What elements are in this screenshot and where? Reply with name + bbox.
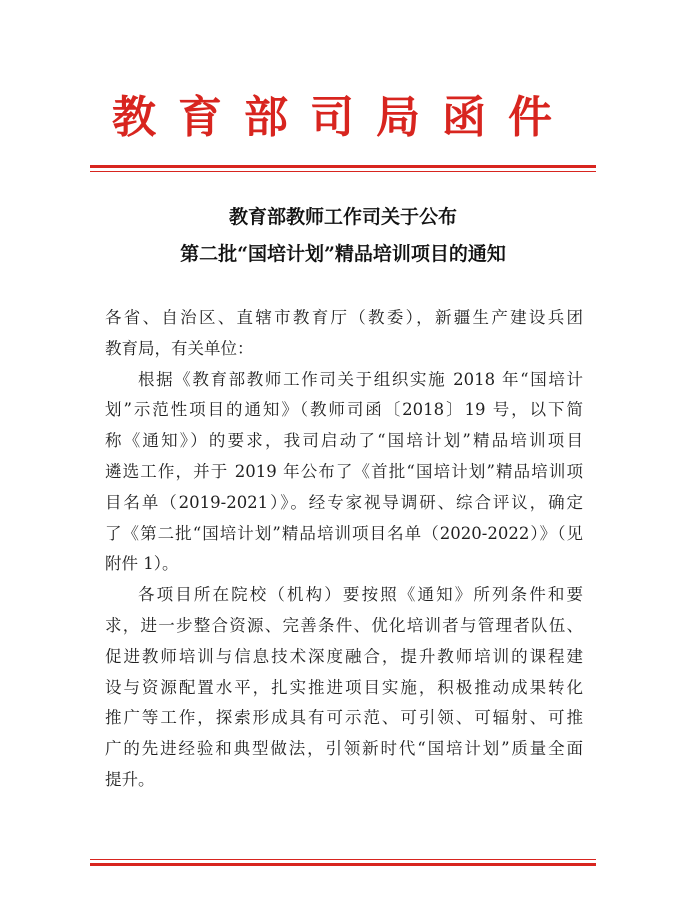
- paragraph-1-line: 了《第二批“国培计划”精品培训项目名单（2020-2022）》（见: [105, 523, 583, 543]
- paragraph-1-line: 称《通知》）的要求，我司启动了“国培计划”精品培训项目: [105, 431, 583, 451]
- paragraph-2-line: 求，进一步整合资源、完善条件、优化培训者与管理者队伍、: [105, 615, 583, 635]
- salutation-line: 各省、自治区、直辖市教育厅（教委），新疆生产建设兵团: [105, 308, 583, 327]
- paragraph-2-line: 提升。: [105, 769, 155, 789]
- paragraph-2-line: 促进教师培训与信息技术深度融合，提升教师培训的课程建: [105, 646, 583, 666]
- paragraph-1-line: 附件 1）。: [105, 554, 179, 574]
- header-divider-thin: [90, 171, 596, 172]
- letterhead-title: 教育部司局函件: [112, 92, 574, 143]
- paragraph-2-line: 设与资源配置水平，扎实推进项目实施，积极推动成果转化: [105, 677, 583, 697]
- paragraph-2-line: 各项目所在院校（机构）要按照《通知》所列条件和要: [138, 585, 583, 605]
- paragraph-1-line: 目名单（2019-2021）》。经专家视导调研、综合评议，确定: [105, 492, 583, 512]
- header-divider-thick: [90, 165, 596, 168]
- paragraph-1-line: 划”示范性项目的通知》（教师司函〔2018〕19 号，以下简: [105, 400, 583, 420]
- paragraph-2-line: 广的先进经验和典型做法，引领新时代“国培计划”质量全面: [105, 739, 583, 759]
- paragraph-2-line: 推广等工作，探索形成具有可示范、可引领、可辐射、可推: [105, 708, 583, 728]
- document-title-line-2: 第二批“国培计划”精品培训项目的通知: [180, 243, 506, 265]
- footer-divider-thin: [90, 859, 596, 860]
- paragraph-1-line: 遴选工作，并于 2019 年公布了《首批“国培计划”精品培训项: [105, 461, 583, 481]
- paragraph-1-line: 根据《教育部教师工作司关于组织实施 2018 年“国培计: [138, 369, 583, 389]
- document-title-line-1: 教育部教师工作司关于公布: [228, 206, 457, 228]
- document-body: [105, 303, 583, 796]
- footer-divider-thick: [90, 863, 596, 866]
- salutation-line: 教育局，有关单位：: [105, 338, 254, 358]
